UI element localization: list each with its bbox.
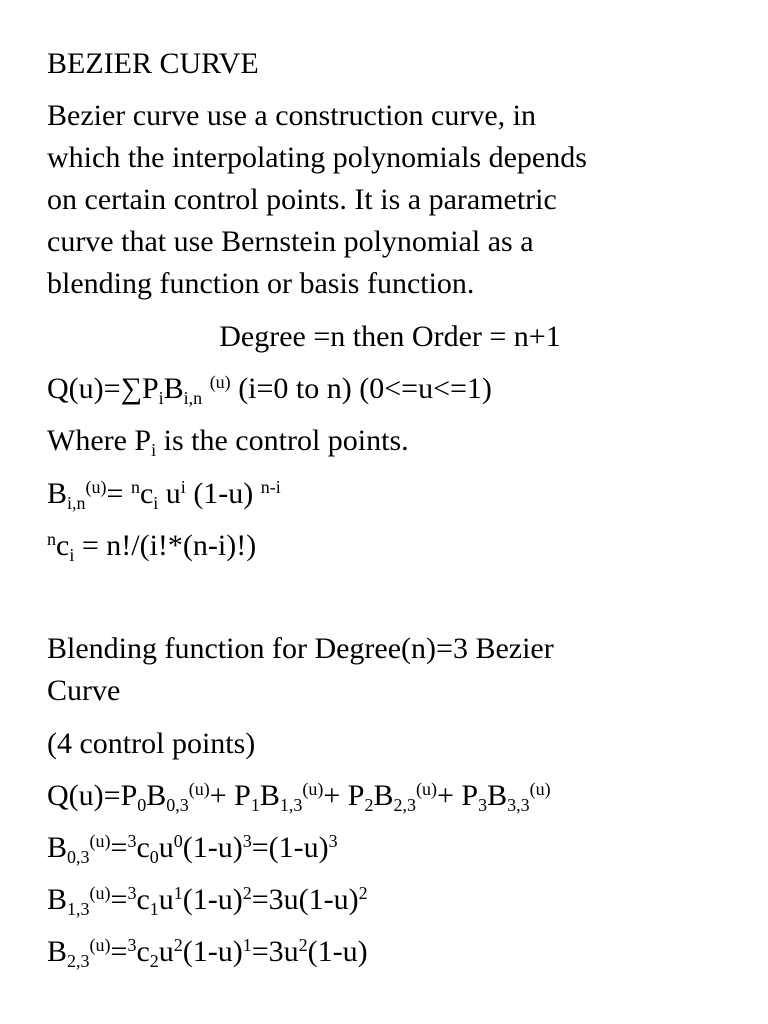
- combination-formula: $^nc_i = n!/(i!*(n-i)!)$: [47, 529, 257, 566]
- intro-line-4: curve that use Bernstein polynomial as a: [47, 225, 534, 258]
- intro-line-2: which the interpolating polynomials depends: [47, 141, 587, 174]
- bernstein-formula: $B_{i,n}^{(u)}= ^nc_i$ $u^i$ (1-u) $^{n-i}$: [47, 477, 281, 514]
- b23-formula: $B_{2,3}^{(u)}=^3c_2u^2(1-u)^1=3u^2(1-u)$: [47, 935, 368, 972]
- control-points-note: (4 control points): [47, 727, 256, 760]
- intro-line-3: on certain control points. It is a parametric: [47, 183, 557, 216]
- intro-line-1: Bezier curve use a construction curve, in: [47, 99, 536, 132]
- page-title: BEZIER CURVE: [47, 47, 259, 80]
- section2-title-line-2: Curve: [47, 674, 121, 707]
- where-control-points: Where $P_i$ is the control points.: [47, 424, 409, 461]
- section2-title-line-1: Blending function for Degree(n)=3 Bezier: [47, 632, 554, 665]
- q-equation: $Q(u)=\sum P_iB_{i,n}$ $^{(u)}$ (i=0 to n) (0<=u<=1): [47, 372, 492, 409]
- q3-equation: $Q(u)=P_0B_{0,3}^{(u)}+ P_1B_{1,3}^{(u)}+ P_2B_{2,3}^{(u)}+ P_3B_{3,3}^{(u)}$: [47, 779, 551, 816]
- degree-order-line: Degree =n then Order = n+1: [219, 320, 561, 353]
- intro-line-5: blending function or basis function.: [47, 267, 475, 300]
- b13-formula: $B_{1,3}^{(u)}=^3c_1u^1(1-u)^2=3u(1-u)^2$: [47, 883, 368, 920]
- b03-formula: $B_{0,3}^{(u)}=^3c_0u^0(1-u)^3=(1-u)^3$: [47, 831, 338, 868]
